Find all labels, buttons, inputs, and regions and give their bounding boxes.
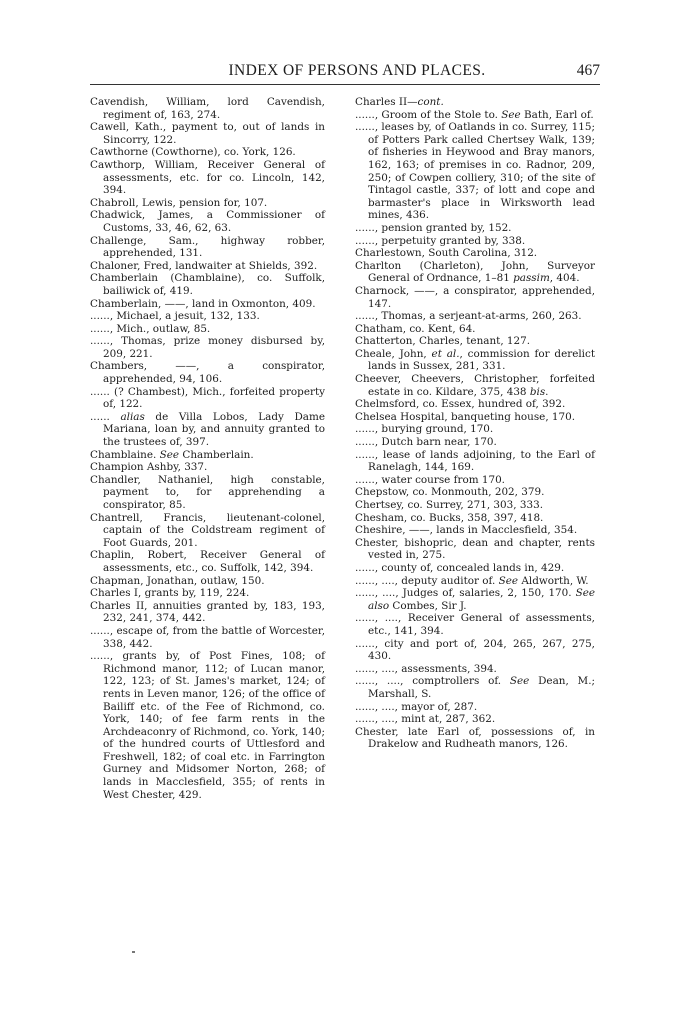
index-entry: Cheever, Cheevers, Christopher, forfeited estate in co. Kildare, 375, 438 bis. [355,373,595,398]
index-entry: Chambers, ——, a conspirator, apprehended, 94, 106. [90,360,325,386]
index-entry: ......, ...., mint at, 287, 362. [355,713,496,726]
index-entry: ...... (? Chambest), Mich., forfeited property of, 122. [90,385,325,411]
index-entry: Chatham, co. Kent, 64. [355,322,476,335]
page-number: 467 [576,62,600,79]
index-entry: Chamberlain (Chamblaine), co. Suffolk, bailiwick of, 419. [90,272,325,297]
index-entry: ......, ...., comptrollers of. See Dean, M.; Marshall, S. [355,675,595,700]
index-entry: Challenge, Sam., highway robber, apprehended, 131. [90,234,325,260]
index-entry: Champion Ashby, 337. [90,461,208,474]
index-entry: Chester, bishopric, dean and chapter, rents vested in, 275. [355,536,595,562]
index-entry: ......, ...., assessments, 394. [355,662,497,675]
index-entry: Cawell, Kath., payment to, out of lands in Sincorry, 122. [90,121,325,146]
index-entry: Chester, late Earl of, possessions of, in Drakelow and Rudheath manors, 126. [355,725,595,751]
index-entry: ......, ...., mayor of, 287. [355,700,478,713]
index-entry: Cawthorp, William, Receiver General of assessments, etc. for co. Lincoln, 142, 394. [90,158,325,197]
index-entry: ......, ...., Judges of, salaries, 2, 150, 170. See also Combes, Sir J. [355,587,595,612]
index-entry: Chamberlain, ——, land in Oxmonton, 409. [90,297,316,310]
index-entry: Chesham, co. Bucks, 358, 397, 418. [355,511,544,524]
index-entry: ......, leases by, of Oatlands in co. Surrey, 115; of Potters Park called Chertsey Walk, 139; of fisheries in Heywood and Bray manors, 162, 163; of premises in co. Radnor, 209, 250; of Cowpen colliery, 310; of the site of Tintagol castle, 337; of lott and cope and barmaster's place in Wirksworth lead mines, 436. [355,121,595,222]
index-entry: Charlton (Charleton), John, Surveyor General of Ordnance, 1–81 passim, 404. [355,259,595,285]
index-entry: Chelmsford, co. Essex, hundred of, 392. [355,398,566,411]
index-entry: ......, ...., deputy auditor of. See Aldworth, W. [355,574,589,587]
index-entry: Chepstow, co. Monmouth, 202, 379. [355,486,545,499]
index-entry: Chaloner, Fred, landwaiter at Shields, 392. [90,259,318,272]
index-entry: ......, city and port of, 204, 265, 267, 275, 430. [355,637,595,663]
index-entry: Chaplin, Robert, Receiver General of assessments, etc., co. Suffolk, 142, 394. [90,549,325,574]
index-entry: Chamblaine. See Chamberlain. [90,448,254,461]
index-entry: Cawthorne (Cowthorne), co. York, 126. [90,146,296,159]
index-entry: ......, pension granted by, 152. [355,221,512,234]
index-entry: ......, Michael, a jesuit, 132, 133. [90,310,260,323]
index-entry: ......, lease of lands adjoining, to the Earl of Ranelagh, 144, 169. [355,448,595,474]
index-entry: ......, Thomas, prize money disbursed by, 209, 221. [90,335,325,360]
stray-mark [132,951,135,953]
index-entry: ......, water course from 170. [355,473,505,486]
right-index-column [355,96,595,751]
index-entry: Chapman, Jonathan, outlaw, 150. [90,574,265,587]
index-entry: ......, county of, concealed lands in, 429. [355,561,565,574]
index-entry: Charlestown, South Carolina, 312. [355,247,538,260]
index-entry: Chadwick, James, a Commissioner of Customs, 33, 46, 62, 63. [90,209,325,234]
index-entry: Chandler, Nathaniel, high constable, payment to, for apprehending a conspirator, 85. [90,473,325,511]
index-entry: ......, perpetuity granted by, 338. [355,234,526,247]
index-entry: Cheale, John, et al., commission for derelict lands in Sussex, 281, 331. [355,347,595,373]
index-entry: Chatterton, Charles, tenant, 127. [355,335,531,348]
index-entry: Cheshire, ——, lands in Macclesfield, 354. [355,524,578,537]
index-entry: Charles II, annuities granted by, 183, 193, 232, 241, 374, 442. [90,599,325,625]
index-entry: ......, Mich., outlaw, 85. [90,322,211,335]
index-entry: ......, grants by, of Post Fines, 108; of Richmond manor, 112; of Lucan manor, 122, 123; of St. James's market, 124; of rents in Leven manor, 126; of the office of Bailiff etc. of the Fee of Richmond, co. York, 140; of fee farm rents in the Archdeaconry of Richmond, co. York, 140; of the hundred courts of Uttlesford and Freshwell, 182; of coal etc. in Farrington Gurney and Midsomer Norton, 268; of lands in Macclesfield, 355; of rents in West Chester, 429. [90,650,325,801]
index-entry: Charles II—cont. [355,96,444,108]
index-entry: Charles I, grants by, 119, 224. [90,587,250,600]
index-entry: Chabroll, Lewis, pension for, 107. [90,196,268,209]
index-entry: ......, Dutch barn near, 170. [355,436,497,449]
index-entry: Chertsey, co. Surrey, 271, 303, 333. [355,499,544,511]
index-entry: Charnock, ——, a conspirator, apprehended, 147. [355,284,595,310]
index-entry: ......, burying ground, 170. [355,423,494,436]
page-title: INDEX OF PERSONS AND PLACES. [228,62,486,79]
index-entry: ......, escape of, from the battle of Worcester, 338, 442. [90,624,325,650]
index-entry: Chelsea Hospital, banqueting house, 170. [355,410,576,423]
left-index-column [90,96,325,801]
index-entry: ...... alias de Villa Lobos, Lady Dame Mariana, loan by, and annuity granted to the trustees of, 397. [90,410,325,449]
index-entry: ......, Thomas, a serjeant-at-arms, 260, 263. [355,310,582,323]
running-head [90,62,600,85]
index-entry: ......, ...., Receiver General of assessments, etc., 141, 394. [355,612,595,637]
index-entry: Chantrell, Francis, lieutenant-colonel, captain of the Coldstream regiment of Foot Guards, 201. [90,511,325,549]
index-entry: ......, Groom of the Stole to. See Bath, Earl of. [355,108,594,121]
index-entry: Cavendish, William, lord Cavendish, regiment of, 163, 274. [90,96,325,121]
